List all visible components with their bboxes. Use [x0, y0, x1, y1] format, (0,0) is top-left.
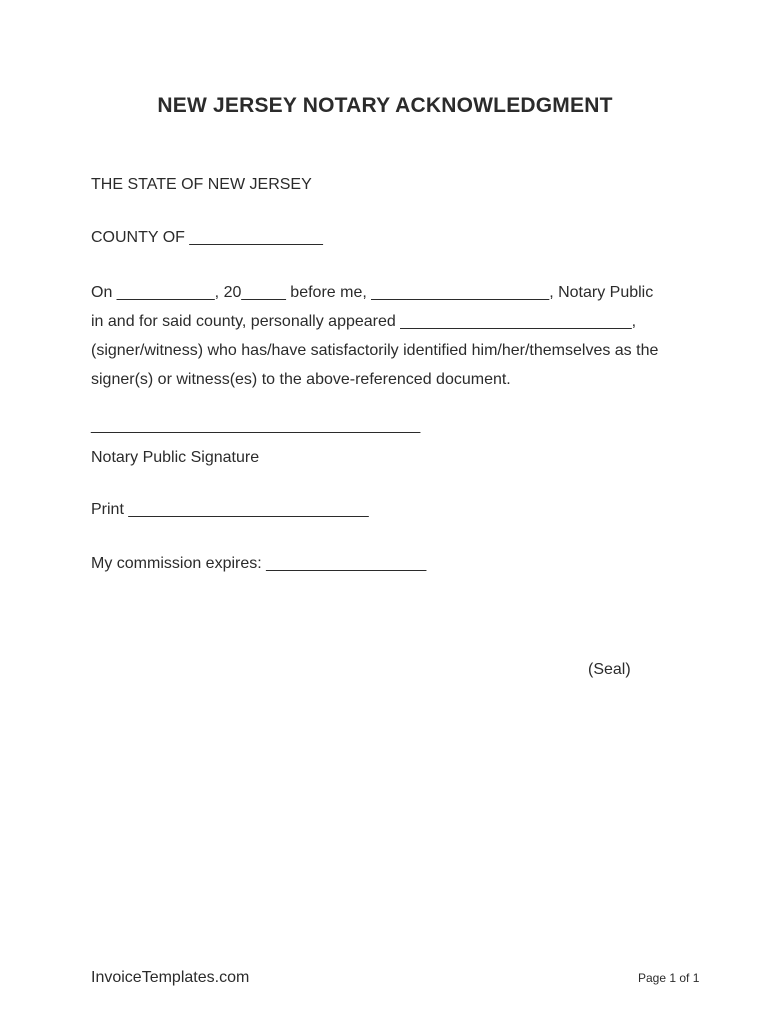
acknowledgment-paragraph-line-4: signer(s) or witness(es) to the above-referenced document.	[91, 371, 511, 388]
acknowledgment-paragraph-line-1: On ___________, 20_____ before me, ____________________, Notary Public	[91, 284, 654, 301]
state-line: THE STATE OF NEW JERSEY	[91, 176, 312, 193]
commission-expires-line: My commission expires: __________________	[91, 555, 427, 572]
page-indicator: Page 1 of 1	[638, 971, 700, 985]
seal-label: (Seal)	[588, 661, 631, 678]
print-name-line: Print ___________________________	[91, 501, 369, 518]
footer-source: InvoiceTemplates.com	[91, 969, 250, 986]
document-title: NEW JERSEY NOTARY ACKNOWLEDGMENT	[157, 94, 613, 117]
acknowledgment-paragraph-line-2: in and for said county, personally appeared __________________________,	[91, 313, 637, 330]
signature-label: Notary Public Signature	[91, 449, 260, 466]
county-line: COUNTY OF _______________	[91, 229, 323, 246]
signature-line: _____________________________________	[91, 417, 421, 434]
acknowledgment-paragraph-line-3: (signer/witness) who has/have satisfactorily identified him/her/themselves as the	[91, 342, 659, 359]
